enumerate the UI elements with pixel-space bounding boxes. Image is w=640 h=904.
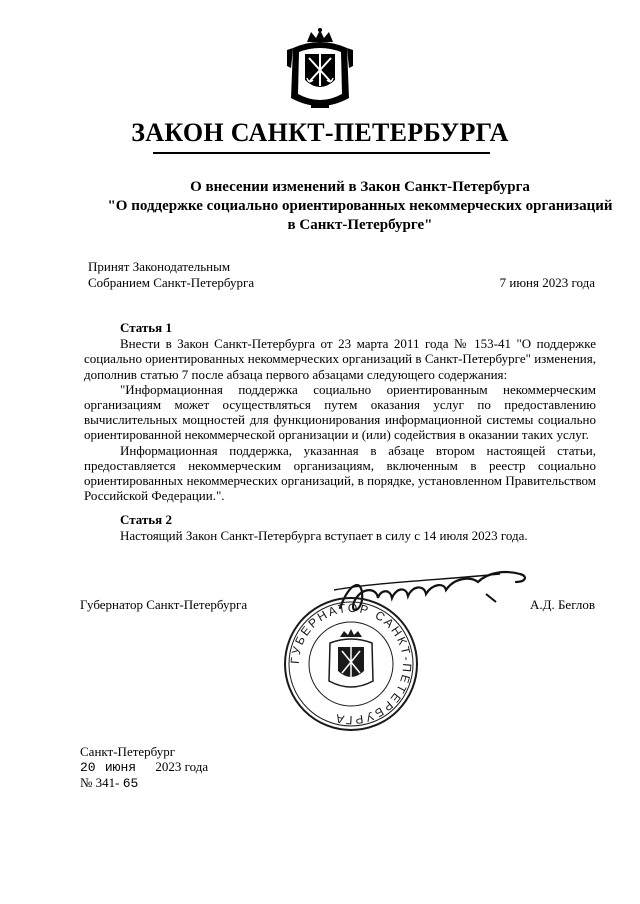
subtitle-line: в Санкт-Петербурге"	[287, 217, 433, 233]
footer-number-prefix: № 341-	[80, 775, 120, 790]
article-heading: Статья 1	[120, 320, 172, 335]
law-subtitle	[60, 178, 640, 235]
coat-of-arms-icon	[285, 28, 355, 114]
signatory-position: Губернатор Санкт-Петербурга	[80, 597, 248, 612]
document-footer	[80, 744, 208, 791]
footer-month: июня	[104, 760, 137, 775]
article-paragraph: Информационная поддержка, указанная в абзаце втором настоящей статьи, предоставляется некоммерческим организациям, включенным в реестр социально ориентированных некоммерческих организаций, в порядке, установленном Правительством Российской Федерации.".	[84, 442, 596, 504]
footer-year: 2023 года	[155, 759, 209, 774]
footer-date	[80, 759, 208, 775]
adoption-note	[88, 259, 254, 291]
footer-number	[80, 775, 208, 791]
law-title: ЗАКОН САНКТ-ПЕТЕРБУРГА	[131, 118, 509, 147]
footer-city: Санкт-Петербург	[80, 744, 176, 759]
article-1	[84, 320, 596, 503]
footer-day: 20	[80, 760, 96, 775]
official-seal-icon	[282, 595, 420, 733]
adoption-line: Собранием Санкт-Петербурга	[88, 275, 255, 290]
seal-text: ГУБЕРНАТОР САНКТ-ПЕТЕРБУРГА	[287, 600, 415, 728]
subtitle-line: "О поддержке социально ориентированных некоммерческих организаций	[107, 198, 613, 214]
article-paragraph: "Информационная поддержка социально ориентированным некоммерческим организациям может осуществляться путем оказания услуг по предоставлению вычислительных мощностей для функционирования информационной системы социально ориентированной некоммерческой организации и (или) содействия в оказании таких услуг.	[84, 381, 596, 443]
footer-number-suffix: 65	[122, 776, 139, 791]
adoption-line: Принят Законодательным	[88, 259, 231, 274]
title-divider	[153, 152, 490, 154]
article-paragraph: Внести в Закон Санкт-Петербурга от 23 марта 2011 года № 153-41 "О поддержке социально ориентированных некоммерческих организаций в Санкт-Петербурге" изменения, дополнив статью 7 после абзаца первого абзацами следующего содержания:	[84, 336, 596, 382]
article-2	[84, 512, 596, 543]
subtitle-line: О внесении изменений в Закон Санкт-Петербурга	[190, 179, 530, 195]
signatory-name: А.Д. Беглов	[529, 597, 595, 612]
article-heading: Статья 2	[120, 512, 172, 527]
article-paragraph: Настоящий Закон Санкт-Петербурга вступает в силу с 14 июля 2023 года.	[120, 528, 528, 544]
adoption-date: 7 июня 2023 года	[499, 275, 595, 290]
